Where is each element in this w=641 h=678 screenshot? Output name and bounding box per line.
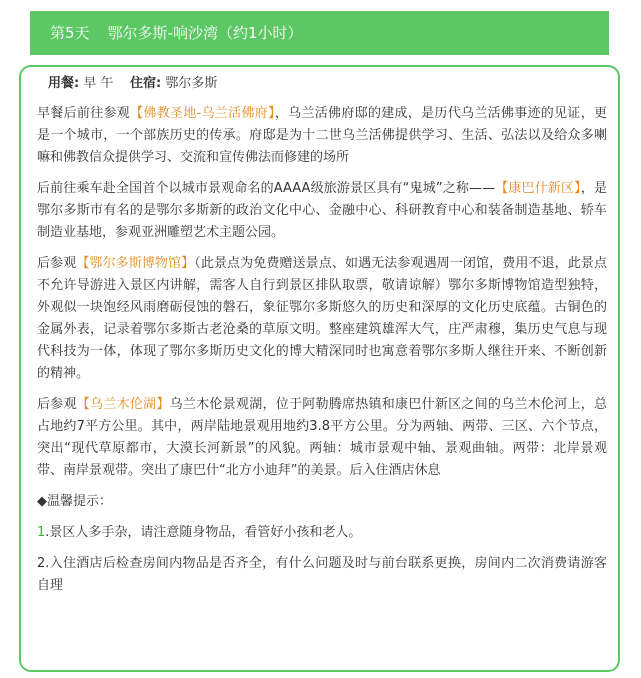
paragraph-text: 后参观	[37, 397, 77, 412]
attraction-highlight: 【佛教圣地-乌兰活佛府】	[130, 106, 275, 121]
tip-item-2: 2.入住酒店后检查房间内物品是否齐全，有什么问题及时与前台联系更换，房间内二次消费请游客自理	[37, 556, 607, 593]
attraction-highlight: 【乌兰木伦湖】	[76, 397, 170, 412]
paragraph-text: ，乌兰活佛府邸的建成，是历代乌兰活佛事迹的见证，更是一个城市，一个部族历史的传承。府邸是为十二世乌兰活佛提供学习、生活、弘法以及给众多喇嘛和佛教信众提供学习、交流和宣传佛法而修建的场所	[37, 106, 607, 165]
itinerary-content	[37, 103, 607, 606]
meal-stay-line	[48, 75, 217, 93]
tip-text: .景区人多手杂，请注意随身物品，看管好小孩和老人。	[45, 525, 362, 540]
tip-item-1	[37, 522, 607, 544]
itinerary-card	[19, 65, 620, 672]
paragraph-lake	[37, 394, 607, 482]
paragraph-text: ，是鄂尔多斯市有名的是鄂尔多斯新的政治文化中心、金融中心、科研教育中心和装备制造基地、轿车制造业基地，参观亚洲雕塑艺术主题公园。	[37, 181, 607, 240]
paragraph-text: （此景点为免费赠送景点、如遇无法参观遇周一闭馆，费用不退，此景点不允许导游进入景区内讲解，需客人自行到景区排队取票，敬请谅解）鄂尔多斯博物馆造型独特，外观似一块饱经风雨磨砺侵蚀的磐石，象征鄂尔多斯悠久的历史和深厚的文化历史底蕴。古铜色的金属外表，记录着鄂尔多斯古老沧桑的草原文明。整座建筑雄浑大气，庄严肃穆，集历史气息与现代科技为一体，体现了鄂尔多斯历史文化的博大精深同时也寓意着鄂尔多斯人继往开来、不断创新的精神。	[37, 256, 607, 381]
tips-title: ◆温馨提示：	[37, 494, 112, 509]
attraction-highlight: 【鄂尔多斯博物馆】	[76, 256, 195, 271]
stay-label: 住宿:	[130, 76, 162, 91]
paragraph-text: 乌兰木伦景观湖，位于阿勒腾席热镇和康巴什新区之间的乌兰木伦河上，总占地约7平方公里。其中，两岸陆地景观用地约3.8平方公里。分为两轴、两带、三区、六个节点，突出“现代草原都市，大漠长河新景”的风貌。两轴：城市景观中轴、景观曲轴。两带：北岸景观带、南岸景观带。突出了康巴什“北方小迪拜”的美景。后入住酒店休息	[37, 397, 607, 478]
paragraph-kangbashi	[37, 178, 607, 244]
day-route: 鄂尔多斯-响沙湾（约1小时）	[107, 24, 303, 42]
paragraph-temple	[37, 103, 607, 169]
paragraph-text: 后参观	[37, 256, 77, 271]
day-number: 第5天	[50, 24, 90, 42]
tip-number: 1	[37, 525, 46, 540]
meal-label: 用餐:	[48, 76, 80, 91]
paragraph-text: 后前往乘车赴全国首个以城市景观命名的AAAA级旅游景区具有“鬼城”之称——	[37, 181, 496, 196]
attraction-highlight: 【康巴什新区】	[495, 181, 581, 196]
stay-value: 鄂尔多斯	[165, 76, 218, 91]
paragraph-text: 早餐后前往参观	[37, 106, 131, 121]
day-header	[30, 11, 609, 55]
paragraph-museum	[37, 253, 607, 385]
meal-value: 早 午	[83, 76, 114, 91]
